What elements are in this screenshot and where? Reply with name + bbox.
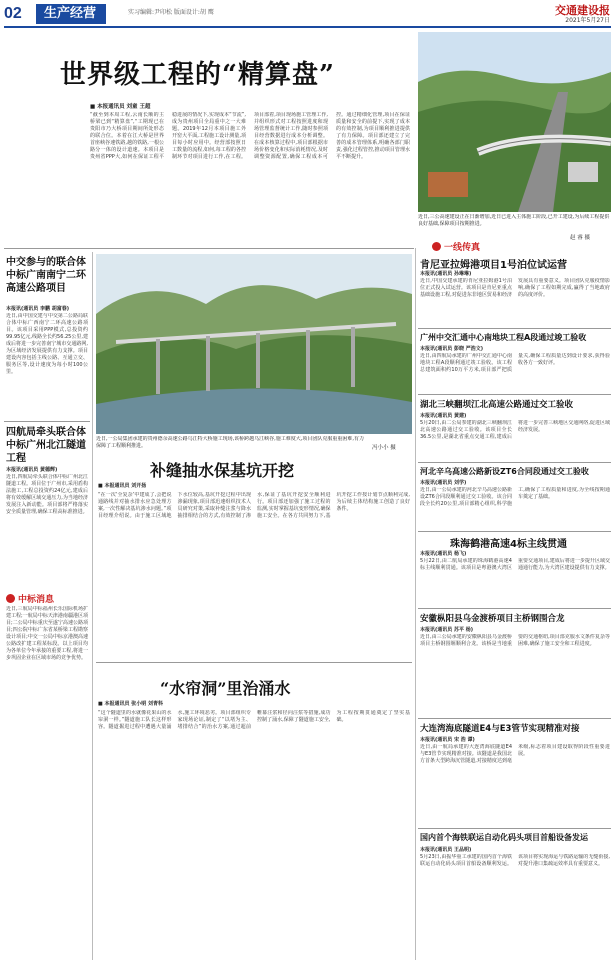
header-rule <box>4 26 611 28</box>
brief5-title: 珠海鹤港高速4标主线贯通 <box>450 539 567 550</box>
bridge-photo <box>96 254 412 434</box>
red-dot-icon <box>6 594 15 603</box>
brief8-body: 5月23日,由振华重工承建的国内首个海铁联运自动化码头项目首船设备顺利发运。该项目将实现海运与铁路运输的无缝衔接,对提升港口集疏运效率具有重要意义。 <box>420 854 610 867</box>
article1-title: 世界级工程的“精算盘” <box>60 60 335 90</box>
divider <box>4 421 90 422</box>
divider <box>96 662 412 663</box>
article6-title: “水帘洞”里治涌水 <box>160 679 291 698</box>
article5-title: 补缝抽水保基坑开挖 <box>150 461 295 480</box>
section-title: 生产经营 <box>36 4 106 24</box>
brief6-byline: 本报讯(通讯员 苏平 杨) <box>420 627 474 633</box>
brief1-byline: 本报讯(通讯员 孙琳琳) <box>420 271 472 277</box>
article5-body: “在一次‘全复杂’中建成了,会把说通路线并对抽水排水应急处理方案,一次性解决基坑渗水问题。”项目经理介绍说。由于施工区域地下水位较高,基坑开挖过程中出现渗漏现象,项目部迅速组织技术人员研究对策,采取补缝注浆与降水抽排相结合的方式,有效控制了渗水,保证了基坑开挖安全顺利进行。项目部还加强了施工过程的监测,实时掌握基坑变形情况,确保施工安全。在各方共同努力下,基坑开挖工作按计划节点顺利完成,为后续主体结构施工创造了良好条件。 <box>98 492 410 519</box>
brief4-body: 近日,由一公局承建的河北辛乌高速公路新设ZT6合同段顺利通过交工验收。该合同段全长约20公里,项目部精心组织,科学施工,确保了工程质量和进度,为全线按期通车奠定了基础。 <box>420 487 610 507</box>
tag-frontline <box>432 240 480 253</box>
brief7-byline: 本报讯(通讯员 宋 浩 谭) <box>420 737 475 743</box>
article2-body: 近日,由中国交建与中交第二公路局联合体中标广西南宁二环高速公路项目。该项目采用PPP模式,总投资约99.95亿元,线路全长约56.25公里,建成后将进一步完善南宁城市交通路网,为区域经济发展提供有力支撑。项目建设内容包括主线公路、互通立交、服务区等,设计速度为每小时100公里。 <box>6 313 88 375</box>
brief3-body: 5月20日,由二公局参建的湖北三峡翻坝江北高速公路通过交工验收。该项目全长36.5公里,是湖北省重点交通工程,建成后将进一步完善三峡地区交通网络,促进区域经济发展。 <box>420 420 610 440</box>
divider <box>4 248 414 249</box>
divider <box>418 718 611 719</box>
brief2-body: 近日,由四航局承建的广州中交汇通中心南地块工程A段顺利通过竣工验收。该工程总建筑面积约10万平方米,项目部严把质量关,确保工程质量达到设计要求,获得验收各方一致好评。 <box>420 353 610 373</box>
divider <box>418 328 611 329</box>
article3-body: 近日,四航局牵头联合体中标广州北江隧道工程。项目位于广州市,采用盾构法施工,工程总投资约24亿元,建成后将有效缓解区域交通压力,为当地经济发展注入新动能。项目部将严格落实安全质量管理,确保工程高标准推进。 <box>6 474 88 515</box>
brief1-title: 肯尼亚拉姆港项目1号泊位试运营 <box>420 260 567 271</box>
article2-title: 中交参与的联合体中标广南南宁二环高速公路项目 <box>6 257 86 294</box>
article6-byline: ■ 本报通讯员 张小明 刘青科 <box>98 701 163 707</box>
divider <box>418 394 611 395</box>
tag-bid-news-label: 中标消息 <box>18 595 55 605</box>
brief8-byline: 本报讯(通讯员 王品明) <box>420 847 472 853</box>
column-divider <box>92 252 93 960</box>
article3-byline: 本报讯(通讯员 黄德辉) <box>6 467 58 473</box>
article3-title: 四航局牵头联合体中标广州北江隧道工程 <box>6 427 86 464</box>
brief2-title: 广州中交汇通中心南地块工程A段通过竣工验收 <box>420 333 587 342</box>
tag-frontline-label: 一线传真 <box>444 243 481 253</box>
brief1-body: 近日,中国交建承建的肯尼亚拉姆港1号泊位正式投入试运营。该项目是肯尼亚重点基础设施工程,对促进东非地区贸易和经济发展具有重要意义。项目团队克服疫情影响,确保了工程如期完成,赢得了当地政府的高度评价。 <box>420 278 610 298</box>
column-divider <box>415 248 416 960</box>
brief6-title: 安徽枞阳县乌金渡桥项目主桥钢围合龙 <box>420 614 565 624</box>
divider <box>418 531 611 532</box>
page-number: 02 <box>4 4 40 24</box>
article2-byline: 本报讯(通讯员 李鹏 胡富春) <box>6 306 70 312</box>
brief4-title: 河北辛乌高速公路新设ZT6合同段通过交工验收 <box>420 467 589 476</box>
brief4-byline: 本报讯(通讯员 刘学) <box>420 480 467 486</box>
newspaper-brand: 交通建设报 <box>555 4 610 17</box>
article5-byline: ■ 本报通讯员 刘开扬 <box>98 483 147 489</box>
article4-body: 近日,三航局中标福州长乐国际机场扩建工程;一航局中标天津港南疆港区项目;二公局中标重庆至遂宁高速公路项目;四公院中标广东省某桥梁工程勘察设计项目;中交一公局中标京港澳高速公路改扩建工程某标段。以上项目均为各单位今年承接的重要工程,将进一步巩固企业在区域市场的竞争优势。 <box>6 606 88 661</box>
brief8-title: 国内首个海铁联运自动化码头项目首船设备发运 <box>420 833 588 842</box>
photo2-caption: 近日,一公局集团承建的贵州德余高速公路乌江特大桥施工现场,该桥跨越乌江峡谷,施工难度大,项目团队克服重重困难,有力保障了工程顺利推进。 <box>96 436 364 449</box>
photo2-credit: 冯小小 摄 <box>372 445 396 451</box>
brief3-byline: 本报讯(通讯员 黄建) <box>420 413 467 419</box>
brief7-title: 大连湾海底隧道E4与E3管节实现精准对接 <box>420 724 580 734</box>
divider <box>418 828 611 829</box>
article1-body: “截至到本周工程,云南长顺的主桥梁已到“精算盘”,“工期现已在贵阳市乃大桥项目期间所处形态的联合位。本着在江大桥是世界首座峡谷速铁路,越的铁路,一根公路分一体的设计道速。本项目是贵州省PPP大,如何在保证工程平稳进展的情况下,实现成本“节流”,成为贵州项目全局重中之一大难题。2019年12月本项目施工外开窑大平面,工程施工设计测量,项目每小时应用中。经营部按照日工数量的流程,如何,每工程的各控制环节对项目进行工作,在工程。项目部着,项目现场施工管理工作,并组织形式对工程按照进度和现场管理监督统计工作,随时参照项目经营数据进行成本分析调整。在成本核算过程中,项目部根据市场价格变化和实际消耗情况,及时调整资源配置,确保工程成本可控。通过精细化管理,项目在保证质量和安全的前提下,实现了成本的有效控制,为项目顺利推进提供了有力保障。项目部还建立了完善的成本管理体系,明确各部门职责,强化过程管控,推动项目管理水平不断提升。 <box>90 112 410 160</box>
brief6-body: 近日,由三公局承建的安徽枞阳县乌金渡桥项目主桥钢围堰顺利合龙。该桥是当地重要的交通枢纽,项目部克服水文条件复杂等困难,确保了施工安全和工程进度。 <box>420 634 610 647</box>
brief2-byline: 本报讯(通讯员 彭晓 严浩文) <box>420 346 484 352</box>
brief3-title: 湖北三峡翻坝江北高速公路通过交工验收 <box>420 400 574 410</box>
article1-byline: ■ 本报通讯员 刘童 王超 <box>90 104 151 110</box>
divider <box>418 608 611 609</box>
editor-line: 实习编辑:尹印松 版面设计:胡 鹰 <box>128 9 214 16</box>
red-dot-icon <box>432 242 441 251</box>
highway-photo <box>418 32 611 212</box>
article6-body: “这个隧道里的水就像花果山的水帘洞一样。”隧道施工队长这样形容。隧道掘进过程中遭遇大量涌水,施工环境恶劣。项目部组织专家现场论证,制定了“以堵为主、堵排结合”的治水方案,通过超前帷幕注浆和径向注浆等措施,成功控制了涌水,保障了隧道施工安全,为工程按期贯通奠定了坚实基础。 <box>98 710 410 730</box>
divider <box>418 462 611 463</box>
photo1-credit: 赵 睿 摄 <box>570 235 590 241</box>
issue-date: 2021年5月27日 <box>565 17 610 24</box>
brief5-body: 5月22日,由二航局承建的珠海鹤港高速4标主线顺利贯通。该项目是粤港澳大湾区重要交通项目,建成后将进一步提升区域交通通行能力,为大湾区建设提供有力支撑。 <box>420 558 610 571</box>
brief7-body: 近日,由一航局承建的大连湾海底隧道E4与E3管节实现精准对接。该隧道是我国北方首条大型跨海沉管隧道,对接精度达到毫米级,标志着项目建设取得阶段性重要进展。 <box>420 744 610 764</box>
brief5-byline: 本报讯(通讯员 杨飞) <box>420 551 467 557</box>
photo1-caption: 近日,三公高速建设正在日渐增加,近日已进入主体施工阶段,已开工建设,为后续工程提供良好基础,保障项目按期推进。 <box>418 214 610 227</box>
tag-bid-news <box>6 592 54 605</box>
